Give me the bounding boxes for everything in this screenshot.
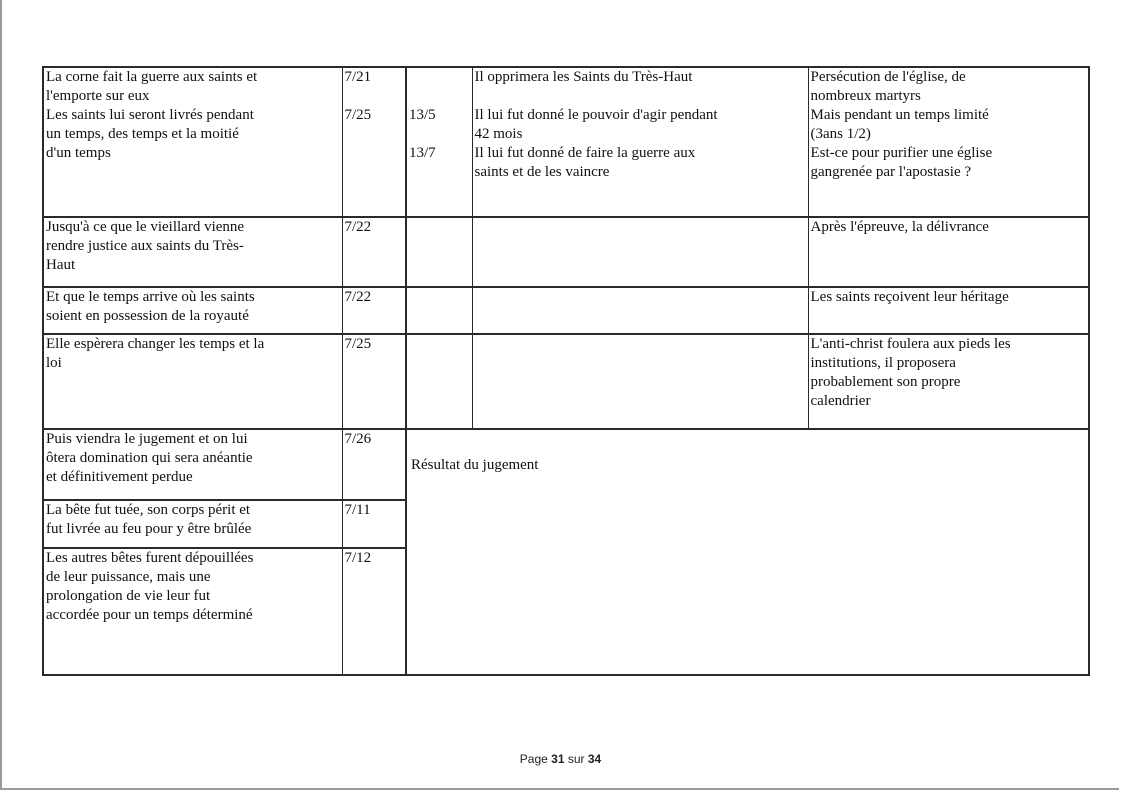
cell-reference: 7/11 (342, 500, 406, 548)
page-separator: sur (567, 752, 585, 766)
cell-text: Elle espèrera changer les temps et la loi (43, 334, 342, 429)
cell-commentary: Les saints reçoivent leur héritage (808, 287, 1089, 334)
table-row (43, 287, 1089, 334)
cell-commentary: L'anti-christ foulera aux pieds les institutions, il proposera probablement son propre calendrier (808, 334, 1089, 429)
cell-text: Les autres bêtes furent dépouillées de leur puissance, mais une prolongation de vie leur fut accordée pour un temps déterminé (43, 548, 342, 675)
cell-empty (406, 287, 472, 334)
cell-reference: 7/22 (342, 287, 406, 334)
cell-reference: 7/25 (342, 334, 406, 429)
cell-text: La bête fut tuée, son corps périt et fut livrée au feu pour y être brûlée (43, 500, 342, 548)
cell-text: Et que le temps arrive où les saints soient en possession de la royauté (43, 287, 342, 334)
table-row (43, 429, 1089, 500)
cell-text: Jusqu'à ce que le vieillard vienne rendre justice aux saints du Très- Haut (43, 217, 342, 287)
cell-empty (406, 217, 472, 287)
prophecy-table (42, 66, 1090, 676)
page-footer (0, 752, 1121, 766)
table-row (43, 217, 1089, 287)
cell-reference: 7/12 (342, 548, 406, 675)
cell-reference-2: 13/5 13/7 (406, 67, 472, 217)
cell-text-2: Il opprimera les Saints du Très-Haut Il lui fut donné le pouvoir d'agir pendant 42 mois Il lui fut donné de faire la guerre aux saints et de les vaincre (472, 67, 808, 217)
cell-empty (472, 287, 808, 334)
cell-empty (472, 334, 808, 429)
current-page-number: 31 (551, 752, 565, 766)
cell-reference: 7/22 (342, 217, 406, 287)
cell-text: Puis viendra le jugement et on lui ôtera domination qui sera anéantie et définitivement perdue (43, 429, 342, 500)
cell-reference: 7/26 (342, 429, 406, 500)
table-row (43, 67, 1089, 217)
cell-text: La corne fait la guerre aux saints et l'emporte sur eux Les saints lui seront livrés pendant un temps, des temps et la moitié d'un temps (43, 67, 342, 217)
table-row (43, 334, 1089, 429)
cell-empty (472, 217, 808, 287)
document-table-wrap (42, 66, 1088, 674)
cell-commentary: Après l'épreuve, la délivrance (808, 217, 1089, 287)
judgment-result-cell (406, 429, 1089, 675)
total-page-count: 34 (587, 752, 602, 766)
cell-empty (406, 334, 472, 429)
judgment-result-label: Résultat du jugement (411, 457, 539, 473)
page-label: Page (519, 752, 548, 766)
cell-reference: 7/21 7/25 (342, 67, 406, 217)
cell-commentary: Persécution de l'église, de nombreux martyrs Mais pendant un temps limité (3ans 1/2) Est-ce pour purifier une église gangrenée par l'apostasie ? (808, 67, 1089, 217)
